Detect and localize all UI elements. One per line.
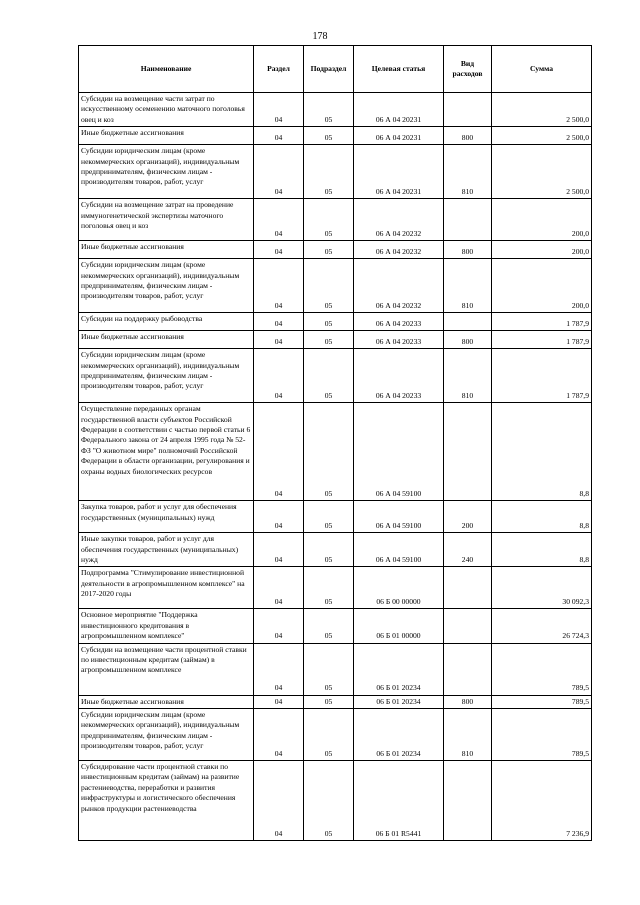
row-name: Осуществление переданных органам государственной власти субъектов Российской Федерации в соответствии с частью первой статьи 6 Федерального закона от 24 апреля 1995 года № 52-ФЗ "О животном мире" полномочий Российской Федерации в области организации, регулирования и охраны водных биологических ресурсов	[79, 403, 254, 501]
table-body	[79, 93, 592, 841]
row-expense-type: 800	[444, 241, 492, 259]
row-target-article: 06 А 04 20233	[354, 349, 444, 403]
row-subsection: 05	[304, 349, 354, 403]
row-amount: 1 787,9	[492, 349, 592, 403]
table-row	[79, 761, 592, 841]
row-target-article: 06 Б 01 R5441	[354, 761, 444, 841]
row-target-article: 06 Б 00 00000	[354, 567, 444, 609]
row-name: Иные бюджетные ассигнования	[79, 241, 254, 259]
row-section: 04	[254, 93, 304, 127]
table-row	[79, 259, 592, 313]
row-expense-type	[444, 761, 492, 841]
row-target-article: 06 Б 01 00000	[354, 609, 444, 643]
row-expense-type	[444, 313, 492, 331]
row-section: 04	[254, 695, 304, 708]
table-row	[79, 241, 592, 259]
row-target-article: 06 Б 01 20234	[354, 709, 444, 761]
row-subsection: 05	[304, 331, 354, 349]
header-subsection: Подраздел	[304, 46, 354, 93]
row-name: Закупка товаров, работ и услуг для обеспечения государственных (муниципальных) нужд	[79, 501, 254, 533]
row-subsection: 05	[304, 567, 354, 609]
row-amount: 7 236,9	[492, 761, 592, 841]
row-section: 04	[254, 403, 304, 501]
table-row	[79, 643, 592, 695]
table-header-row	[79, 46, 592, 93]
row-name: Иные бюджетные ассигнования	[79, 695, 254, 708]
row-expense-type	[444, 199, 492, 241]
row-expense-type: 810	[444, 145, 492, 199]
row-section: 04	[254, 533, 304, 567]
row-name: Иные бюджетные ассигнования	[79, 331, 254, 349]
row-section: 04	[254, 709, 304, 761]
row-subsection: 05	[304, 403, 354, 501]
table-row	[79, 199, 592, 241]
row-amount: 2 500,0	[492, 93, 592, 127]
table-row	[79, 331, 592, 349]
row-expense-type: 810	[444, 349, 492, 403]
row-amount: 1 787,9	[492, 331, 592, 349]
row-expense-type	[444, 403, 492, 501]
table-row	[79, 145, 592, 199]
table-row	[79, 567, 592, 609]
row-section: 04	[254, 567, 304, 609]
row-subsection: 05	[304, 313, 354, 331]
row-name: Субсидии на возмещение затрат на проведение иммуногенетической экспертизы маточного поголовья овец и коз	[79, 199, 254, 241]
row-name: Иные закупки товаров, работ и услуг для обеспечения государственных (муниципальных) нужд	[79, 533, 254, 567]
row-subsection: 05	[304, 643, 354, 695]
row-name: Субсидирование части процентной ставки по инвестиционным кредитам (займам) на развитие растениеводства, переработки и развития инфраструктуры и логистического обеспечения рынков продукции растениеводства	[79, 761, 254, 841]
row-target-article: 06 А 04 20232	[354, 259, 444, 313]
row-amount: 30 092,3	[492, 567, 592, 609]
row-name: Субсидии юридическим лицам (кроме некоммерческих организаций), индивидуальным предпринимателям, физическим лицам - производителям товаров, работ, услуг	[79, 709, 254, 761]
row-section: 04	[254, 127, 304, 145]
row-name: Подпрограмма "Стимулирование инвестиционной деятельности в агропромышленном комплексе" на 2017-2020 годы	[79, 567, 254, 609]
row-target-article: 06 Б 01 20234	[354, 643, 444, 695]
row-section: 04	[254, 609, 304, 643]
row-expense-type	[444, 609, 492, 643]
table-row	[79, 403, 592, 501]
row-target-article: 06 А 04 20233	[354, 331, 444, 349]
table-row	[79, 349, 592, 403]
row-section: 04	[254, 331, 304, 349]
row-amount: 1 787,9	[492, 313, 592, 331]
row-name: Субсидии юридическим лицам (кроме некоммерческих организаций), индивидуальным предпринимателям, физическим лицам - производителям товаров, работ, услуг	[79, 349, 254, 403]
header-amount: Сумма	[492, 46, 592, 93]
header-target-article: Целевая статья	[354, 46, 444, 93]
row-amount: 200,0	[492, 241, 592, 259]
row-expense-type: 240	[444, 533, 492, 567]
table-row	[79, 709, 592, 761]
row-expense-type: 810	[444, 259, 492, 313]
row-expense-type	[444, 643, 492, 695]
row-target-article: 06 А 04 20231	[354, 93, 444, 127]
row-subsection: 05	[304, 501, 354, 533]
row-subsection: 05	[304, 609, 354, 643]
row-section: 04	[254, 501, 304, 533]
page-number: 178	[312, 31, 328, 42]
row-amount: 789,5	[492, 643, 592, 695]
row-amount: 26 724,3	[492, 609, 592, 643]
table-row	[79, 127, 592, 145]
row-section: 04	[254, 349, 304, 403]
row-amount: 8,8	[492, 501, 592, 533]
row-target-article: 06 А 04 20233	[354, 313, 444, 331]
row-target-article: 06 Б 01 20234	[354, 695, 444, 708]
row-subsection: 05	[304, 199, 354, 241]
row-amount: 2 500,0	[492, 145, 592, 199]
row-section: 04	[254, 241, 304, 259]
row-name: Субсидии на поддержку рыбоводства	[79, 313, 254, 331]
row-name: Субсидии на возмещение части процентной ставки по инвестиционным кредитам (займам) в агропромышленном комплексе	[79, 643, 254, 695]
row-expense-type: 800	[444, 127, 492, 145]
row-subsection: 05	[304, 145, 354, 199]
row-amount: 789,5	[492, 709, 592, 761]
row-amount: 789,5	[492, 695, 592, 708]
row-section: 04	[254, 259, 304, 313]
row-section: 04	[254, 199, 304, 241]
row-expense-type: 810	[444, 709, 492, 761]
table-row	[79, 609, 592, 643]
row-target-article: 06 А 04 59100	[354, 501, 444, 533]
row-subsection: 05	[304, 695, 354, 708]
row-target-article: 06 А 04 59100	[354, 403, 444, 501]
header-expense-type: Вид расходов	[444, 46, 492, 93]
row-expense-type: 800	[444, 695, 492, 708]
row-amount: 8,8	[492, 533, 592, 567]
row-expense-type	[444, 567, 492, 609]
row-subsection: 05	[304, 259, 354, 313]
table-row	[79, 313, 592, 331]
row-name: Субсидии юридическим лицам (кроме некоммерческих организаций), индивидуальным предпринимателям, физическим лицам - производителям товаров, работ, услуг	[79, 259, 254, 313]
row-name: Субсидии на возмещение части затрат по искусственному осеменению маточного поголовья овец и коз	[79, 93, 254, 127]
row-section: 04	[254, 313, 304, 331]
row-section: 04	[254, 761, 304, 841]
row-name: Основное мероприятие "Поддержка инвестиционного кредитования в агропромышленном комплексе"	[79, 609, 254, 643]
row-target-article: 06 А 04 20231	[354, 127, 444, 145]
row-amount: 8,8	[492, 403, 592, 501]
table-row	[79, 695, 592, 708]
table-row	[79, 93, 592, 127]
row-subsection: 05	[304, 709, 354, 761]
row-target-article: 06 А 04 20232	[354, 199, 444, 241]
row-amount: 200,0	[492, 199, 592, 241]
row-target-article: 06 А 04 20231	[354, 145, 444, 199]
table-row	[79, 533, 592, 567]
row-subsection: 05	[304, 127, 354, 145]
row-name: Иные бюджетные ассигнования	[79, 127, 254, 145]
row-target-article: 06 А 04 20232	[354, 241, 444, 259]
row-subsection: 05	[304, 533, 354, 567]
row-amount: 2 500,0	[492, 127, 592, 145]
budget-table	[78, 45, 592, 841]
row-expense-type: 800	[444, 331, 492, 349]
row-expense-type: 200	[444, 501, 492, 533]
row-subsection: 05	[304, 241, 354, 259]
row-subsection: 05	[304, 761, 354, 841]
row-section: 04	[254, 643, 304, 695]
row-expense-type	[444, 93, 492, 127]
row-subsection: 05	[304, 93, 354, 127]
row-section: 04	[254, 145, 304, 199]
row-name: Субсидии юридическим лицам (кроме некоммерческих организаций), индивидуальным предпринимателям, физическим лицам - производителям товаров, работ, услуг	[79, 145, 254, 199]
header-name: Наименование	[79, 46, 254, 93]
row-amount: 200,0	[492, 259, 592, 313]
table-row	[79, 501, 592, 533]
header-section: Раздел	[254, 46, 304, 93]
row-target-article: 06 А 04 59100	[354, 533, 444, 567]
